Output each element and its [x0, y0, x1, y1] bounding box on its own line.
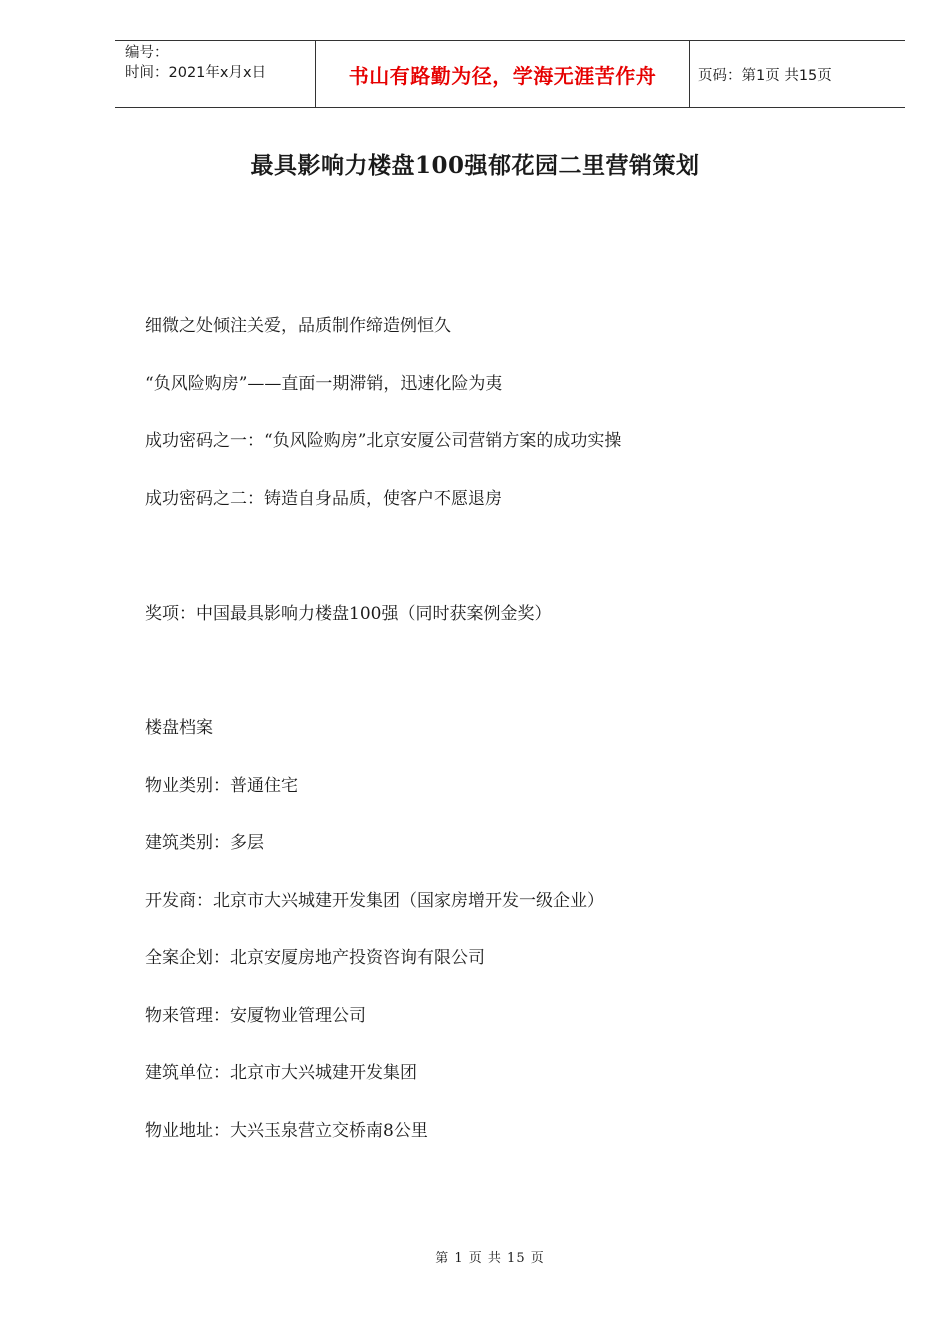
page-header — [115, 40, 905, 108]
header-meta — [115, 41, 316, 107]
doc-number-label: 编号： — [125, 45, 169, 61]
property-field: 建筑单位：北京市大兴城建开发集团 — [145, 1063, 417, 1083]
property-field: 物来管理：安厦物业管理公司 — [145, 1006, 366, 1026]
property-field: 开发商：北京市大兴城建开发集团（国家房增开发一级企业） — [145, 891, 604, 911]
property-field: 建筑类别：多层 — [145, 833, 264, 853]
document-title: 最具影响力楼盘100强郁花园二里营销策划 — [250, 152, 700, 179]
paragraph-line: “负风险购房”——直面一期滞销，迅速化险为夷 — [145, 374, 503, 394]
section-heading: 楼盘档案 — [145, 718, 213, 738]
property-field: 全案企划：北京安厦房地产投资咨询有限公司 — [145, 948, 485, 968]
paragraph-line: 成功密码之二：铸造自身品质，使客户不愿退房 — [145, 489, 502, 509]
paragraph-line: 成功密码之一：“负风险购房”北京安厦公司营销方案的成功实操 — [145, 431, 622, 451]
property-field: 物业地址：大兴玉泉营立交桥南8公里 — [145, 1121, 428, 1141]
paragraph-line: 奖项：中国最具影响力楼盘100强（同时获案例金奖） — [145, 604, 552, 624]
paragraph-line: 细微之处倾注关爱，品质制作缔造例恒久 — [145, 316, 451, 336]
page-footer: 第 1 页 共 15 页 — [435, 1251, 545, 1266]
property-field: 物业类别：普通住宅 — [145, 776, 298, 796]
header-motto: 书山有路勤为径，学海无涯苦作舟 — [348, 63, 657, 88]
doc-time-label: 时间：2021年x月x日 — [125, 65, 267, 81]
header-page-info: 页码：第1页 共15页 — [698, 67, 832, 84]
header-motto-cell — [316, 41, 690, 107]
